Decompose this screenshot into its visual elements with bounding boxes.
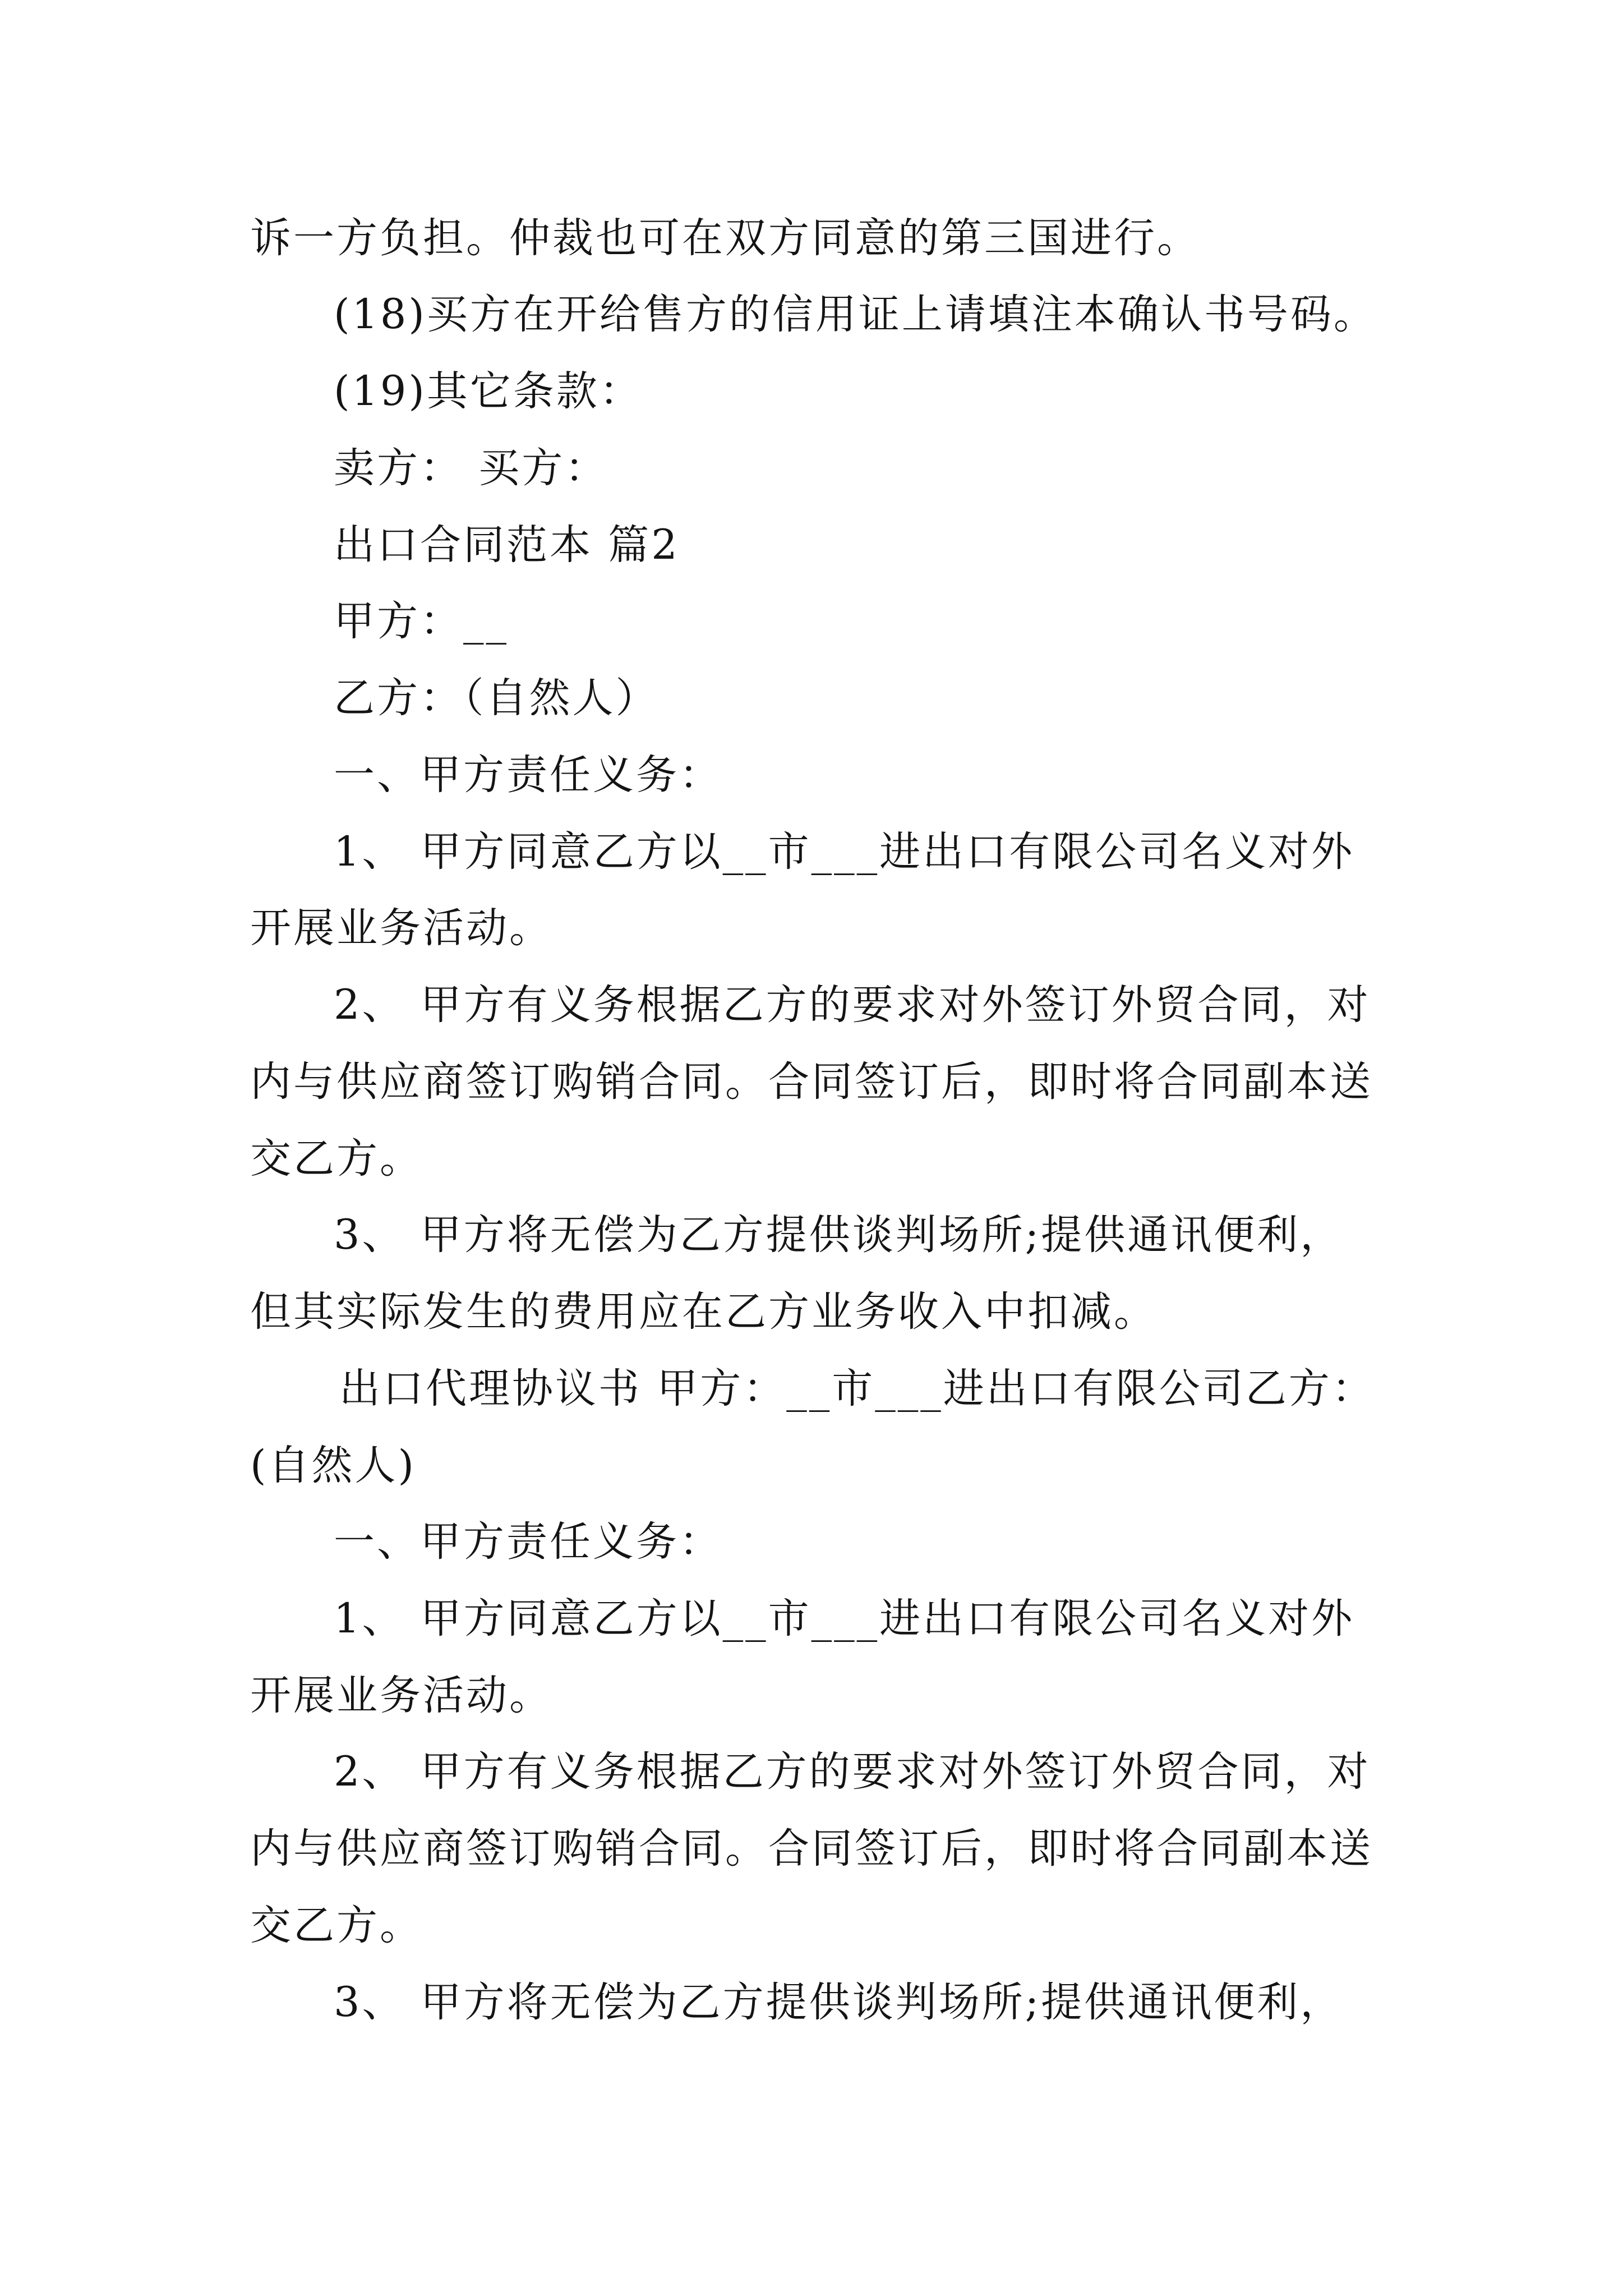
text-line: 2、 甲方有义务根据乙方的要求对外签订外贸合同，对 (334, 981, 1371, 1029)
text-line: 乙方：（自然人） (334, 674, 659, 722)
text-line: 交乙方。 (250, 1135, 423, 1182)
text-line: 甲方：__ (334, 597, 509, 645)
text-line: 内与供应商签订购销合同。合同签订后，即时将合同副本送 (250, 1058, 1373, 1106)
text-line: 3、 甲方将无偿为乙方提供谈判场所;提供通讯便利， (334, 1978, 1344, 2026)
text-line: (18)买方在开给售方的信用证上请填注本确认书号码。 (334, 291, 1377, 338)
text-line: 一、甲方责任义务： (334, 751, 722, 799)
text-line: 出口代理协议书 甲方：__市___进出口有限公司乙方： (339, 1365, 1375, 1412)
text-line: 内与供应商签订购销合同。合同签订后，即时将合同副本送 (250, 1825, 1373, 1872)
text-line: 但其实际发生的费用应在乙方业务收入中扣减。 (250, 1288, 1157, 1336)
text-line: 卖方： 买方： (334, 444, 608, 492)
text-line: 开展业务活动。 (250, 904, 552, 952)
section-heading: 出口合同范本 篇2 (334, 521, 680, 569)
text-line: 3、 甲方将无偿为乙方提供谈判场所;提供通讯便利， (334, 1211, 1344, 1259)
text-line: 交乙方。 (250, 1902, 423, 1949)
text-line: 1、 甲方同意乙方以__市___进出口有限公司名义对外 (334, 1595, 1355, 1642)
text-line: 诉一方负担。仲裁也可在双方同意的第三国进行。 (250, 214, 1200, 262)
text-line: (自然人) (250, 1442, 416, 1489)
text-line: (19)其它条款： (334, 367, 643, 415)
text-line: 开展业务活动。 (250, 1672, 552, 1719)
text-line: 1、 甲方同意乙方以__市___进出口有限公司名义对外 (334, 828, 1355, 876)
text-line: 一、甲方责任义务： (334, 1518, 722, 1566)
text-line: 2、 甲方有义务根据乙方的要求对外签订外贸合同，对 (334, 1748, 1371, 1796)
